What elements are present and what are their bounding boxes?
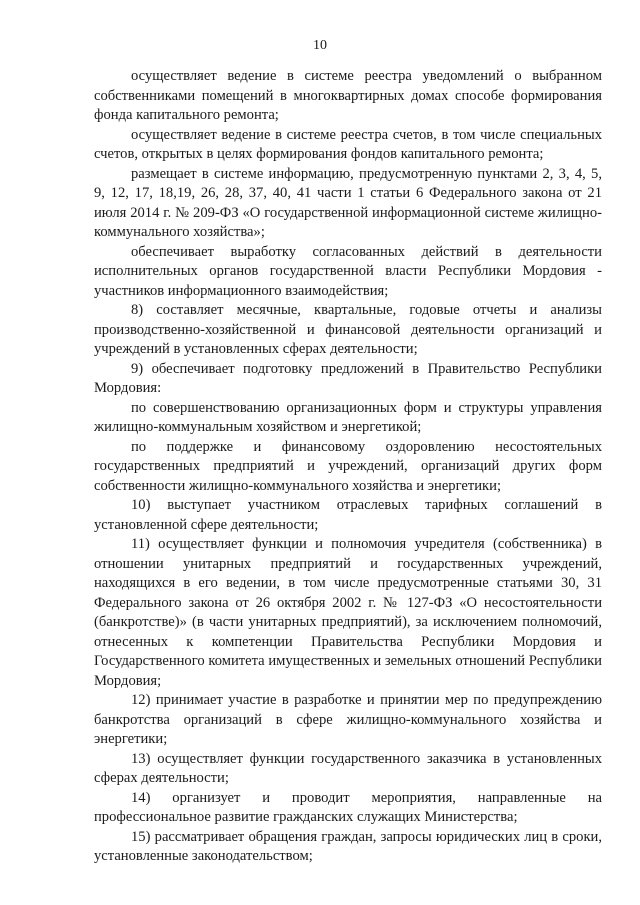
paragraph: 12) принимает участие в разработке и принятии мер по предупреждению банкротства организаций в сфере жилищно-коммунального хозяйства и энергетики; bbox=[94, 692, 602, 747]
paragraph: осуществляет ведение в системе реестра счетов, в том числе специальных счетов, открытых в целях формирования фондов капитального ремонта; bbox=[94, 126, 602, 162]
paragraph: по совершенствованию организационных форм и структуры управления жилищно-коммунальным хозяйством и энергетикой; bbox=[94, 399, 602, 435]
paragraph: по поддержке и финансовому оздоровлению несостоятельных государственных предприятий и учреждений, организаций других форм собственности жилищно-коммунального хозяйства и энергетики; bbox=[94, 438, 602, 494]
paragraph: 10) выступает участником отраслевых тарифных соглашений в установленной сфере деятельности; bbox=[94, 497, 602, 533]
paragraph: 15) рассматривает обращения граждан, запросы юридических лиц в сроки, установленные законодательством; bbox=[94, 828, 602, 864]
paragraph: 13) осуществляет функции государственного заказчика в установленных сферах деятельности; bbox=[94, 750, 602, 786]
document-body bbox=[94, 67, 602, 867]
paragraph: 11) осуществляет функции и полномочия учредителя (собственника) в отношении унитарных предприятий и государственных учреждений, находящихся в его ведении, в том числе предусмотренные статьями 30, 31 Федерального закона от 26 октября 2002 г. № 127-ФЗ «О несостоятельности (банкротстве)» (в части унитарных предприятий), за исключением полномочий, отнесенных к компетенции Правительства Республики Мордовия и Государственного комитета имущественных и земельных отношений Республики Мордовия; bbox=[94, 536, 602, 689]
paragraph: 14) организует и проводит мероприятия, направленные на профессиональное развитие гражданских служащих Министерства; bbox=[94, 789, 602, 825]
page-number: 10 bbox=[313, 38, 327, 53]
paragraph: обеспечивает выработку согласованных действий в деятельности исполнительных органов государственной власти Республики Мордовия - участников информационного взаимодействия; bbox=[94, 243, 602, 299]
paragraph: размещает в системе информацию, предусмотренную пунктами 2, 3, 4, 5, 9, 12, 17, 18,19, 26, 28, 37, 40, 41 части 1 статьи 6 Федерального закона от 21 июля 2014 г. № 209-ФЗ «О государственной информационной системе жилищно-коммунального хозяйства»; bbox=[94, 165, 602, 240]
paragraph: осуществляет ведение в системе реестра уведомлений о выбранном собственниками помещений в многоквартирных домах способе формирования фонда капитального ремонта; bbox=[94, 68, 602, 123]
paragraph: 8) составляет месячные, квартальные, годовые отчеты и анализы производственно-хозяйственной и финансовой деятельности организаций и учреждений в установленных сферах деятельности; bbox=[94, 302, 602, 357]
paragraph: 9) обеспечивает подготовку предложений в Правительство Республики Мордовия: bbox=[94, 360, 602, 396]
